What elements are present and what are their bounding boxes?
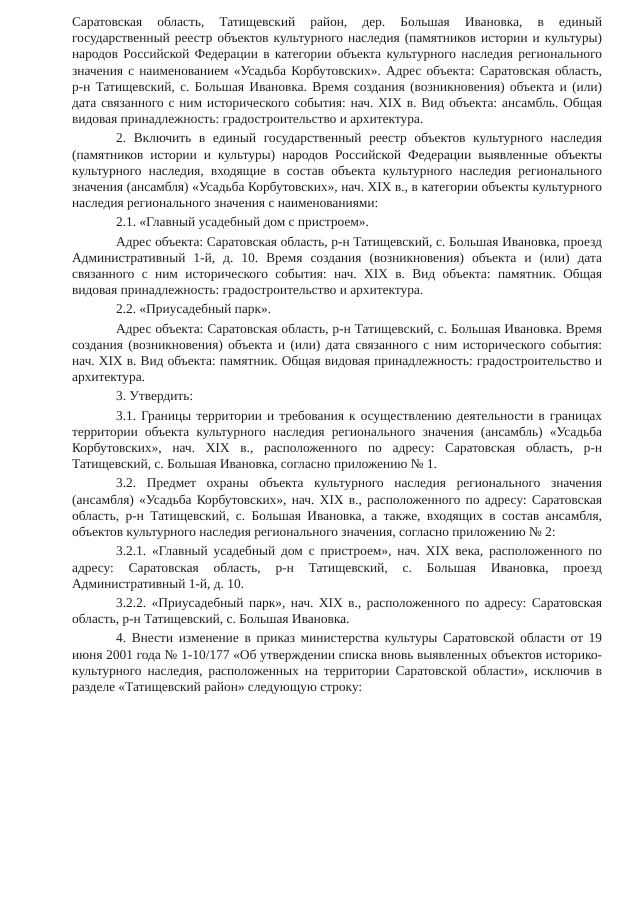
paragraph-item-3-2-1: 3.2.1. «Главный усадебный дом с пристроем», нач. XIX века, расположенного по адресу: Саратовская область, р-н Татищевский, с. Большая Ивановка, проезд Административный 1-й, д. 10. — [72, 543, 602, 591]
paragraph-item-3: 3. Утвердить: — [116, 388, 194, 404]
paragraph-item-4: 4. Внести изменение в приказ министерства культуры Саратовской области от 19 июня 2001 года № 1-10/177 «Об утверждении списка вновь выявленных объектов историко-культурного наследия, расположенных на территории Саратовской области», исключив в разделе «Татищевский район» следующую строку: — [72, 630, 602, 694]
paragraph-item-2-1-address: Адрес объекта: Саратовская область, р-н Татищевский, с. Большая Ивановка, проезд Административный 1-й, д. 10. Время создания (возникновения) объекта и (или) дата связанного с ним исторического события: нач. XIX в. Вид объекта: памятник. Общая видовая принадлежность: градостроительство и архитектура. — [72, 233, 602, 298]
paragraph-item-2: 2. Включить в единый государственный реестр объектов культурного наследия (памятников истории и культуры) народов Российской Федерации выявленные объекты культурного наследия, входящие в состав объекта культурного наследия регионального значения (ансамбля) «Усадьба Корбутовских», нач. XIX в., в категории объекты культурного наследия регионального значения с наименованиями: — [72, 130, 602, 211]
paragraph-item-3-2: 3.2. Предмет охраны объекта культурного наследия регионального значения (ансамбля) «Усадьба Корбутовских», нач. XIX в., расположенного по адресу: Саратовская область, р-н Татищевский, с. Большая Ивановка, а также, входящих в состав ансамбля, объектов культурного наследия регионального значения, согласно приложению № 2: — [72, 475, 602, 540]
paragraph-item-2-2-address: Адрес объекта: Саратовская область, р-н Татищевский, с. Большая Ивановка. Время создания (возникновения) объекта и (или) дата связанного с ним исторического события: нач. XIX в. Вид объекта: памятник. Общая видовая принадлежность: градостроительство и архитектура. — [72, 320, 602, 385]
document-page — [72, 14, 602, 698]
paragraph-item-3-1: 3.1. Границы территории и требования к осуществлению деятельности в границах территории объекта культурного наследия регионального значения (ансамбль) «Усадьба Корбутовских», нач. XIX в., расположенного по адресу: Саратовская область, р-н Татищевский, с. Большая Ивановка, согласно приложению № 1. — [72, 407, 602, 472]
paragraph-intro-continuation: Саратовская область, Татищевский район, дер. Большая Ивановка, в единый государственный реестр объектов культурного наследия (памятников истории и культуры) народов Российской Федерации в категории объекта культурного наследия регионального значения с наименованием «Усадьба Корбутовских». Адрес объекта: Саратовская область, р-н Татищевский, с. Большая Ивановка. Время создания (возникновения) объекта и (или) дата связанного с ним исторического события: нач. XIX в. Вид объекта: ансамбль. Общая видовая принадлежность: градостроительство и архитектура. — [72, 14, 602, 127]
paragraph-item-2-2-title: 2.2. «Приусадебный парк». — [116, 301, 272, 317]
paragraph-item-3-2-2: 3.2.2. «Приусадебный парк», нач. XIX в., расположенного по адресу: Саратовская область, р-н Татищевский, с. Большая Ивановка. — [72, 594, 602, 627]
paragraph-item-2-1-title: 2.1. «Главный усадебный дом с пристроем». — [116, 214, 369, 230]
